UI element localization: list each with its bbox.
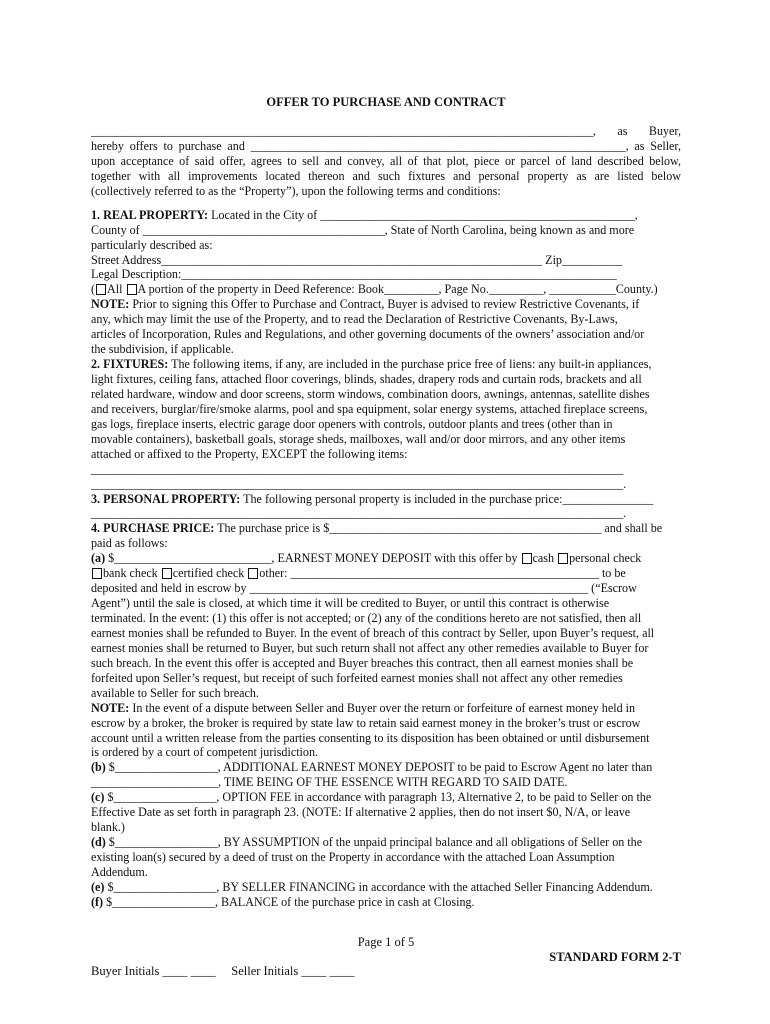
form-number: STANDARD FORM 2-T: [549, 950, 681, 964]
additional-deposit-date-line[interactable]: _____________________, TIME BEING OF THE ESSENCE WITH REGARD TO SAID DATE.: [91, 775, 568, 790]
sec1-line[interactable]: 1. REAL PROPERTY: Located in the City of ____________________________________________________,: [91, 207, 638, 222]
sec1-note: the subdivision, if applicable.: [91, 342, 234, 357]
earnest-money-line[interactable]: (a) $__________________________, EARNEST MONEY DEPOSIT with this offer by cash personal check: [91, 551, 642, 566]
sec1-heading: 1. REAL PROPERTY:: [91, 207, 209, 222]
sec2-line: 2. FIXTURES: The following items, if any, are included in the purchase price free of liens: any built-in appliances,: [91, 357, 652, 372]
item-b-label: (b): [91, 760, 106, 775]
excepted-items-line[interactable]: ________________________________________________________________________________________.: [91, 476, 627, 491]
intro-text: (collectively referred to as the “Property”), upon the following terms and conditions:: [91, 183, 501, 198]
sec3-line[interactable]: 3. PERSONAL PROPERTY: The following personal property is included in the purchase price:_______________: [91, 491, 654, 506]
sec4a-text: available to Seller for such breach.: [91, 685, 259, 700]
item-e-label: (e): [91, 879, 105, 894]
payment-method-line: bank check certified check other: ___________________________________________________ to be: [91, 566, 681, 581]
street-address-line[interactable]: Street Address_______________________________________________________________ Zip__________: [91, 252, 623, 267]
sec4c-text: blank.): [91, 820, 125, 835]
sec4a-text: terminated. In the event: (1) this offer is not accepted; or (2) any of the conditions hereto are not satisfied, then all: [91, 611, 642, 625]
sec2-text: attached or affixed to the Property, EXCEPT the following items:: [91, 446, 408, 461]
sec4c-text: Effective Date as set forth in paragraph 23. (NOTE: If alternative 2 applies, then do not insert $0, N/A, or leave: [91, 805, 631, 820]
initials-line[interactable]: Buyer Initials ____ ____ Seller Initials ____ ____: [91, 964, 355, 978]
sec2-text: related hardware, window and door screens, storm windows, combination doors, awnings, antennas, satellite dishes: [91, 386, 650, 401]
item-d-label: (d): [91, 835, 106, 850]
intro-text: together with all improvements located thereon and such fixtures and personal property as are listed below: [91, 168, 681, 183]
excepted-items-line[interactable]: ________________________________________________________________________________________: [91, 461, 624, 476]
sec2-text: light fixtures, ceiling fans, attached floor coverings, blinds, shades, drapery rods and curtain rods, brackets and all: [91, 372, 642, 386]
seller-financing-line[interactable]: (e) $_________________, BY SELLER FINANCING in accordance with the attached Seller Financing Addendum.: [91, 879, 653, 894]
sec3-heading: 3. PERSONAL PROPERTY:: [91, 491, 241, 506]
seller-line[interactable]: hereby offers to purchase and ______________________________________________________________, as Seller,: [91, 138, 681, 153]
personal-property-line[interactable]: ________________________________________________________________________________________.: [91, 506, 627, 521]
personal-check-checkbox[interactable]: [558, 553, 568, 564]
note-heading: NOTE:: [91, 297, 130, 312]
sec2-text: movable containers), basketball goals, storage sheds, mailboxes, wall and/or door mirrors, and any other items: [91, 431, 626, 446]
county-line[interactable]: County of ________________________________________, State of North Carolina, being known as and more: [91, 222, 635, 237]
sec4-note: NOTE: In the event of a dispute between Seller and Buyer over the return or forfeiture of earnest money held in: [91, 700, 636, 715]
sec1-note: NOTE: Prior to signing this Offer to Purchase and Contract, Buyer is advised to review Restrictive Covenants, if: [91, 297, 640, 312]
deed-reference-line: ( All A portion of the property in Deed Reference: Book_________, Page No._________, ___________County.): [91, 282, 658, 297]
sec1-text: particularly described as:: [91, 237, 213, 252]
portion-checkbox[interactable]: [127, 284, 137, 295]
sec4a-text: forfeited upon Seller’s request, but receipt of such forfeited earnest monies shall not affect any other remedies: [91, 670, 623, 685]
sec2-text: and receivers, burglar/fire/smoke alarms, pool and spa equipment, solar energy systems, attached fireplace screens,: [91, 401, 648, 416]
sec4d-text: Addendum.: [91, 864, 148, 879]
intro-text: upon acceptance of said offer, agrees to sell and convey, all of that plot, piece or parcel of land described below,: [91, 153, 681, 168]
sec4a-text: Agent”) until the sale is closed, at which time it will be credited to Buyer, or until this contract is otherwise: [91, 596, 610, 611]
other-checkbox[interactable]: [248, 568, 258, 579]
sec4a-text: earnest monies shall be refunded to Buyer. In the event of breach of this contract by Seller, upon Buyer’s request, all: [91, 625, 655, 640]
sec2-text: gas logs, fireplace inserts, electric garage door openers with controls, outdoor plants and trees (other than in: [91, 416, 613, 431]
item-f-label: (f): [91, 894, 104, 909]
sec1-note: articles of Incorporation, Rules and Regulations, and other governing documents of the owners’ association and/or: [91, 327, 645, 342]
note-heading: NOTE:: [91, 700, 130, 715]
sec4-text: paid as follows:: [91, 536, 168, 551]
page-number: Page 1 of 5: [357, 935, 415, 949]
sec1-note: any, which may limit the use of the Property, and to read the Declaration of Restrictive Covenants, By-Laws,: [91, 312, 618, 327]
item-a-label: (a): [91, 551, 106, 566]
sec4a-text: such breach. In the event this offer is accepted and Buyer breaches this contract, then all earnest monies shall be: [91, 655, 634, 670]
sec4-note: is ordered by a court of competent jurisdiction.: [91, 745, 319, 760]
sec4-line[interactable]: 4. PURCHASE PRICE: The purchase price is $_____________________________________________ and shall be: [91, 521, 663, 536]
item-c-label: (c): [91, 790, 105, 805]
balance-line[interactable]: (f) $_________________, BALANCE of the purchase price in cash at Closing.: [91, 894, 475, 909]
legal-description-line[interactable]: Legal Description:________________________________________________________________________: [91, 267, 617, 282]
document-title: OFFER TO PURCHASE AND CONTRACT: [266, 95, 506, 109]
document-body: [91, 124, 681, 910]
cash-checkbox[interactable]: [522, 553, 532, 564]
sec4-heading: 4. PURCHASE PRICE:: [91, 521, 215, 536]
sec4-note: account until a written release from the parties consenting to its disposition has been obtained or until disbursement: [91, 730, 650, 745]
escrow-agent-line[interactable]: deposited and held in escrow by ________________________________________________________ (“Escrow: [91, 581, 637, 596]
sec2-heading: 2. FIXTURES:: [91, 357, 169, 372]
sec4-note: escrow by a broker, the broker is required by state law to retain said earnest money in the broker’s trust or escrow: [91, 715, 641, 730]
sec4a-text: earnest monies shall be returned to Buyer, but such return shall not affect any other remedies available to Buyer for: [91, 640, 649, 655]
sec4d-text: existing loan(s) secured by a deed of trust on the Property in accordance with the attached Loan Assumption: [91, 850, 615, 864]
additional-deposit-line[interactable]: (b) $_________________, ADDITIONAL EARNEST MONEY DEPOSIT to be paid to Escrow Agent no later than: [91, 760, 653, 775]
option-fee-line[interactable]: (c) $_________________, OPTION FEE in accordance with paragraph 13, Alternative 2, to be paid to Seller on the: [91, 790, 652, 805]
buyer-line[interactable]: ___________________________________________________________________________________, as Buyer,: [91, 124, 681, 138]
assumption-line[interactable]: (d) $_________________, BY ASSUMPTION of the unpaid principal balance and all obligations of Seller on the: [91, 835, 643, 850]
bank-check-checkbox[interactable]: [92, 568, 102, 579]
certified-check-checkbox[interactable]: [162, 568, 172, 579]
all-checkbox[interactable]: [96, 284, 106, 295]
